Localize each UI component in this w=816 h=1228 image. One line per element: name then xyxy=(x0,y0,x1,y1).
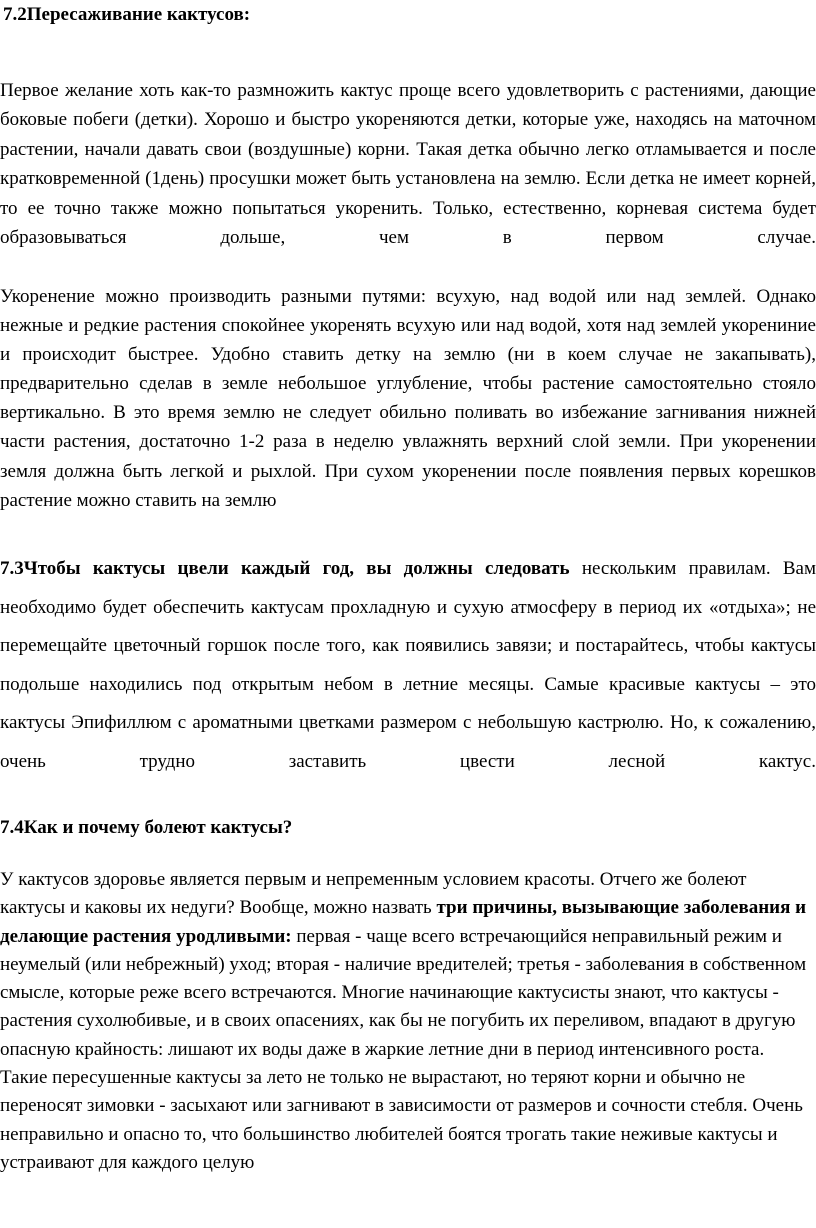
paragraph-7-2-rooting: Укоренение можно производить разными путями: всухую, над водой или над землей. Однако нежные и редкие растения спокойнее укоренять всухую или над водой, хотя над землей укорениние и происходит быстрее. Удобно ставить детку на землю (ни в коем случае не закапывать), предварительно сделав в земле небольшое углубление, чтобы растение самостоятельно стояло вертикально. В это время землю не следует обильно поливать во избежание загнивания нижней части растения, достаточно 1-2 раза в неделю увлажнять верхний слой земли. При укоренении земля должна быть легкой и рыхлой. При сухом укоренении после появления первых корешков растение можно ставить на землю xyxy=(0,286,816,511)
paragraph-7-3 xyxy=(0,550,816,782)
heading-7-2: 7.2Пересаживание кактусов: xyxy=(3,4,251,25)
paragraph-7-4 xyxy=(0,866,816,1177)
paragraph-7-3-text: нескольким правилам. Вам необходимо будет обеспечить кактусам прохладную и сухую атмосферу в период их «отдыха»; не перемещайте цветочный горшок после того, как появились завязи; и постарайтесь, чтобы кактусы подольше находились под открытым небом в летние месяцы. Самые красивые кактусы – это кактусы Эпифиллюм с ароматными цветками размером с небольшую кастрюлю. Но, к сожалению, очень трудно заставить цвести лесной кактус. xyxy=(0,558,816,772)
paragraph-7-2-main: Первое желание хоть как-то размножить кактус проще всего удовлетворить с растениями, дающие боковые побеги (детки). Хорошо и быстро укореняются детки, которые уже, находясь на маточном растении, начали давать свои (воздушные) корни. Такая детка обычно легко отламывается и после кратковременной (1день) просушки может быть установлена на землю. Если детка не имеет корней, то ее точно также можно попытаться укоренить. Только, естественно, корневая система будет образовываться дольше, чем в первом случае. xyxy=(0,80,816,249)
paragraph-7-4-intro: У кактусов здоровье является первым и непременным условием красоты. Отчего же болеют кактусы и каковы их недуги? Вообще, можно назвать xyxy=(0,869,747,919)
heading-7-3: 7.3Чтобы кактусы цвели каждый год, вы должны следовать xyxy=(0,558,570,579)
paragraph-7-4-bold-phrase: три причины, вызывающие заболевания и делающие растения уродливыми: xyxy=(0,897,807,947)
heading-7-4: 7.4Как и почему болеют кактусы? xyxy=(0,817,293,838)
paragraph-7-4-body: первая - чаще всего встречающийся неправильный режим и неумелый (или небрежный) уход; вторая - наличие вредителей; третья - заболевания в собственном смысле, которые реже всего встречаются. Многие начинающие кактусисты знают, что кактусы - растения сухолюбивые, и в своих опасениях, как бы не погубить их переливом, впадают в другую опасную крайность: лишают их воды даже в жаркие летние дни в период интенсивного роста. Такие пересушенные кактусы за лето не только не вырастают, но теряют корни и обычно не переносят зимовки - засыхают или загнивают в зависимости от размеров и сочности стебля. Очень неправильно и опасно то, что большинство любителей боятся трогать такие неживые кактусы и устраивают для каждого целую xyxy=(0,925,807,1173)
